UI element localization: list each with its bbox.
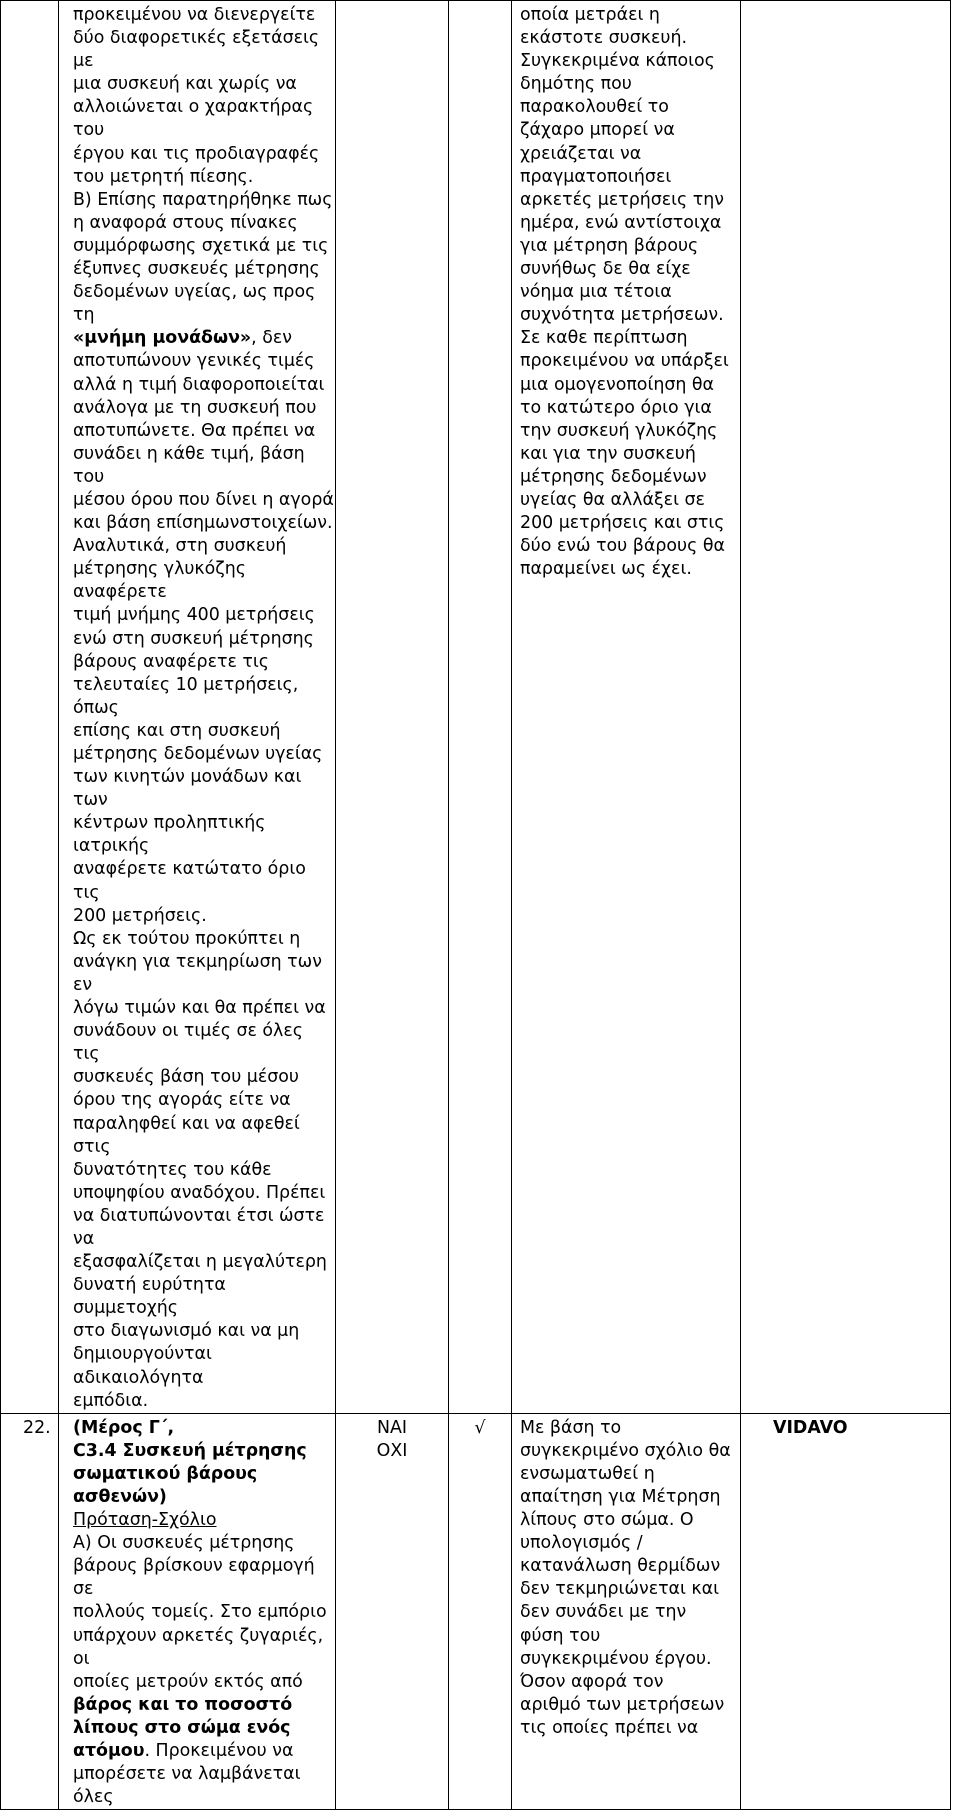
text-line	[73, 1671, 335, 1694]
text-line: μέτρησης δεδομένων	[520, 466, 707, 487]
underlined-heading: Πρόταση-Σχόλιο	[73, 1510, 217, 1531]
text-line	[73, 1625, 335, 1671]
text-line: αριθμό των μετρήσεων	[520, 1694, 725, 1715]
check-cell	[449, 1413, 512, 1810]
text-line: Σε καθε περίπτωση	[520, 328, 688, 349]
text-line: εκάστοτε συσκευή.	[520, 28, 688, 49]
text-line: Ως εκ τούτου προκύπτει η	[73, 928, 301, 949]
comment-text	[520, 4, 740, 581]
text-line	[73, 1509, 335, 1532]
text-line: δημότης που	[520, 74, 632, 95]
text-line: δύο διαφορετικές εξετάσεις με	[73, 28, 320, 72]
text-line: Με βάση το	[520, 1417, 622, 1438]
text-line: μια ομογενοποίηση θα	[520, 374, 715, 395]
text-line: ανάγκη για τεκμηρίωση των εν	[73, 951, 322, 995]
text-line: η αναφορά στους πίνακες	[73, 212, 298, 233]
text-line: πραγματοποιήσει	[520, 166, 672, 187]
text-line: οποία μετράει η	[520, 5, 660, 25]
text-line	[73, 1763, 335, 1809]
text-line: εξασφαλίζεται η μεγαλύτερη	[73, 1252, 327, 1273]
text-line: δυνατή ευρύτητα συμμετοχής	[73, 1275, 226, 1319]
text-line: για μέτρηση βάρους	[520, 235, 699, 256]
text-line: συμμόρφωσης σχετικά με τις	[73, 235, 329, 256]
text-line: δυνατότητες του κάθε	[73, 1159, 272, 1180]
check-mark-icon: √	[474, 1417, 486, 1438]
bold-text: βάρος και το ποσοστό	[73, 1694, 293, 1715]
text-line: εμπόδια.	[73, 1390, 149, 1411]
text-line: τις οποίες πρέπει να	[520, 1717, 699, 1738]
text-line: χρειάζεται να	[520, 143, 642, 164]
no-label: ΟΧΙ	[376, 1440, 408, 1461]
table-row	[1, 1413, 951, 1810]
text-line: παραληφθεί και να αφεθεί στις	[73, 1113, 300, 1157]
text-line	[73, 1717, 335, 1740]
comment-cell	[512, 1413, 741, 1810]
text-line	[73, 1417, 335, 1440]
text-line: 200 μετρήσεις και στις	[520, 513, 725, 534]
text-line	[73, 1440, 335, 1463]
text-line: παρακολουθεί το	[520, 97, 669, 118]
bold-text: (Μέρος Γ΄,	[73, 1417, 175, 1438]
text-segment: οποίες μετρούν εκτός από	[73, 1671, 303, 1692]
bold-text: «μνήμη μονάδων»	[73, 328, 252, 349]
yes-no-cell	[336, 1413, 449, 1810]
text-line: και για την συσκευή	[520, 443, 696, 464]
check-cell	[449, 1, 512, 1414]
text-line: δύο ενώ του βάρους θα	[520, 536, 725, 557]
text-line: παραμείνει ως έχει.	[520, 559, 692, 580]
text-line: όρου της αγοράς είτε να	[73, 1090, 291, 1111]
text-line	[73, 1463, 335, 1486]
text-line: τιμή μνήμης 400 μετρήσεις	[73, 605, 315, 626]
text-line: αναφέρετε κατώτατο όριο τις	[73, 859, 306, 903]
description-cell	[59, 1, 336, 1414]
text-line: ζάχαρο μπορεί να	[520, 120, 675, 141]
text-line: υγείας θα αλλάξει σε	[520, 489, 705, 510]
text-line: κατανάλωση θερμίδων	[520, 1556, 721, 1577]
text-segment: υπάρχουν αρκετές ζυγαριές, οι	[73, 1625, 324, 1669]
text-line: ενσωματωθεί η	[520, 1463, 655, 1484]
text-line: το κατώτερο όριο για	[520, 397, 712, 418]
text-line: στο διαγωνισμό και να μη	[73, 1321, 300, 1342]
text-line: δεν συνάδει με την	[520, 1602, 687, 1623]
text-line: συνήθως δε θα είχε	[520, 259, 691, 280]
description-cell	[59, 1413, 336, 1810]
text-line: ανάλογα με τη συσκευή που	[73, 397, 317, 418]
text-line	[73, 1694, 335, 1717]
text-line: «μνήμη μονάδων», δεν	[73, 328, 292, 349]
text-line: έξυπνες συσκευές μέτρησης	[73, 259, 320, 280]
text-line: Συγκεκριμένα κάποιος	[520, 51, 715, 72]
text-line: λόγω τιμών και θα πρέπει να	[73, 998, 326, 1019]
text-line: Αναλυτικά, στη συσκευή	[73, 536, 287, 557]
text-line: συχνότητα μετρήσεων.	[520, 305, 724, 326]
text-line: Όσον αφορά τον	[520, 1671, 664, 1692]
yes-no-cell	[336, 1, 449, 1414]
text-line	[73, 1532, 335, 1555]
text-line	[73, 1486, 335, 1509]
bold-text: ασθενών)	[73, 1487, 167, 1507]
text-line: προκειμένου να διενεργείτε	[73, 5, 316, 25]
text-line: υποψηφίου αναδόχου. Πρέπει	[73, 1182, 326, 1203]
text-line: τελευταίες 10 μετρήσεις, όπως	[73, 674, 299, 718]
text-line: αλλά η τιμή διαφοροποιείται	[73, 374, 325, 395]
text-line: του μετρητή πίεσης.	[73, 166, 254, 187]
text-line: των κινητών μονάδων και των	[73, 767, 302, 811]
text-line: μέτρησης δεδομένων υγείας	[73, 744, 323, 764]
bold-text: σωματικού βάρους	[73, 1463, 258, 1484]
text-line: φύση του	[520, 1625, 601, 1646]
text-line: μέτρησης γλυκόζης αναφέρετε	[73, 559, 246, 603]
description-text	[73, 1417, 335, 1810]
text-segment: μπορέσετε να λαμβάνεται όλες	[73, 1764, 301, 1808]
text-line: μέσου όρου που δίνει η αγορά	[73, 489, 334, 510]
text-line: Β) Επίσης παρατηρήθηκε πως	[73, 189, 333, 210]
text-line: συγκεκριμένου έργου.	[520, 1648, 712, 1669]
text-line: συνάδουν οι τιμές σε όλες τις	[73, 1021, 303, 1065]
text-line: αρκετές μετρήσεις την	[520, 189, 725, 210]
text-line: να διατυπώνονται έτσι ώστε να	[73, 1205, 325, 1249]
yes-label: ΝΑΙ	[376, 1417, 408, 1438]
text-line: την συσκευή γλυκόζης	[520, 420, 718, 441]
text-segment: βάρους βρίσκουν εφαρμογή σε	[73, 1556, 315, 1600]
text-line	[73, 1601, 335, 1624]
text-line: λίπους στο σώμα. Ο	[520, 1510, 694, 1531]
text-line: ημέρα, ενώ αντίστοιχα	[520, 212, 722, 233]
company-name: VIDAVO	[773, 1417, 848, 1438]
row-number-cell	[1, 1, 59, 1414]
description-text	[73, 4, 335, 1413]
text-line: δεν τεκμηριώνεται και	[520, 1579, 720, 1600]
text-line: συγκεκριμένο σχόλιο θα	[520, 1440, 731, 1461]
text-segment: Α) Οι συσκευές μέτρησης	[73, 1533, 295, 1554]
text-line: συνάδει η κάθε τιμή, βάση του	[73, 443, 305, 487]
text-line: επίσης και στη συσκευή	[73, 720, 281, 741]
text-line: δεδομένων υγείας, ως προς τη	[73, 282, 316, 326]
company-cell	[741, 1, 951, 1414]
text-line: αποτυπώνουν γενικές τιμές	[73, 351, 315, 372]
text-line: δημιουργούνται αδικαιολόγητα	[73, 1344, 212, 1388]
bold-text: C3.4 Συσκευή μέτρησης	[73, 1440, 307, 1461]
text-segment: . Προκειμένου να	[144, 1741, 294, 1762]
text-line: συσκευές βάση του μέσου	[73, 1067, 299, 1088]
text-line: έργου και τις προδιαγραφές	[73, 143, 320, 164]
text-line: αλλοιώνεται ο χαρακτήρας του	[73, 97, 314, 141]
comment-cell	[512, 1, 741, 1414]
bold-text: λίπους στο σώμα ενός	[73, 1717, 291, 1738]
company-cell	[741, 1413, 951, 1810]
text-line: υπολογισμός /	[520, 1533, 643, 1554]
text-line: ενώ στη συσκευή μέτρησης	[73, 628, 314, 649]
row-number: 22.	[23, 1417, 51, 1438]
text-line: μια συσκευή και χωρίς να	[73, 74, 297, 95]
bold-text: ατόμου	[73, 1741, 145, 1762]
text-line	[73, 1555, 335, 1601]
row-number-cell	[1, 1413, 59, 1810]
text-line: νόημα μια τέτοια	[520, 282, 672, 303]
text-line: βάρους αναφέρετε τις	[73, 651, 269, 672]
text-line: αποτυπώνετε. Θα πρέπει να	[73, 420, 316, 441]
text-segment: πολλούς τομείς. Στο εμπόριο	[73, 1602, 327, 1623]
text-line	[73, 1740, 335, 1763]
text-line: και βάση επίσημωνστοιχείων.	[73, 513, 333, 534]
text-line: απαίτηση για Μέτρηση	[520, 1487, 721, 1507]
text-line: κέντρων προληπτικής ιατρικής	[73, 813, 266, 857]
comment-text	[520, 1417, 740, 1740]
table-row	[1, 1, 951, 1414]
text-line: προκειμένου να υπάρξει	[520, 351, 729, 372]
text-line: 200 μετρήσεις.	[73, 905, 207, 926]
